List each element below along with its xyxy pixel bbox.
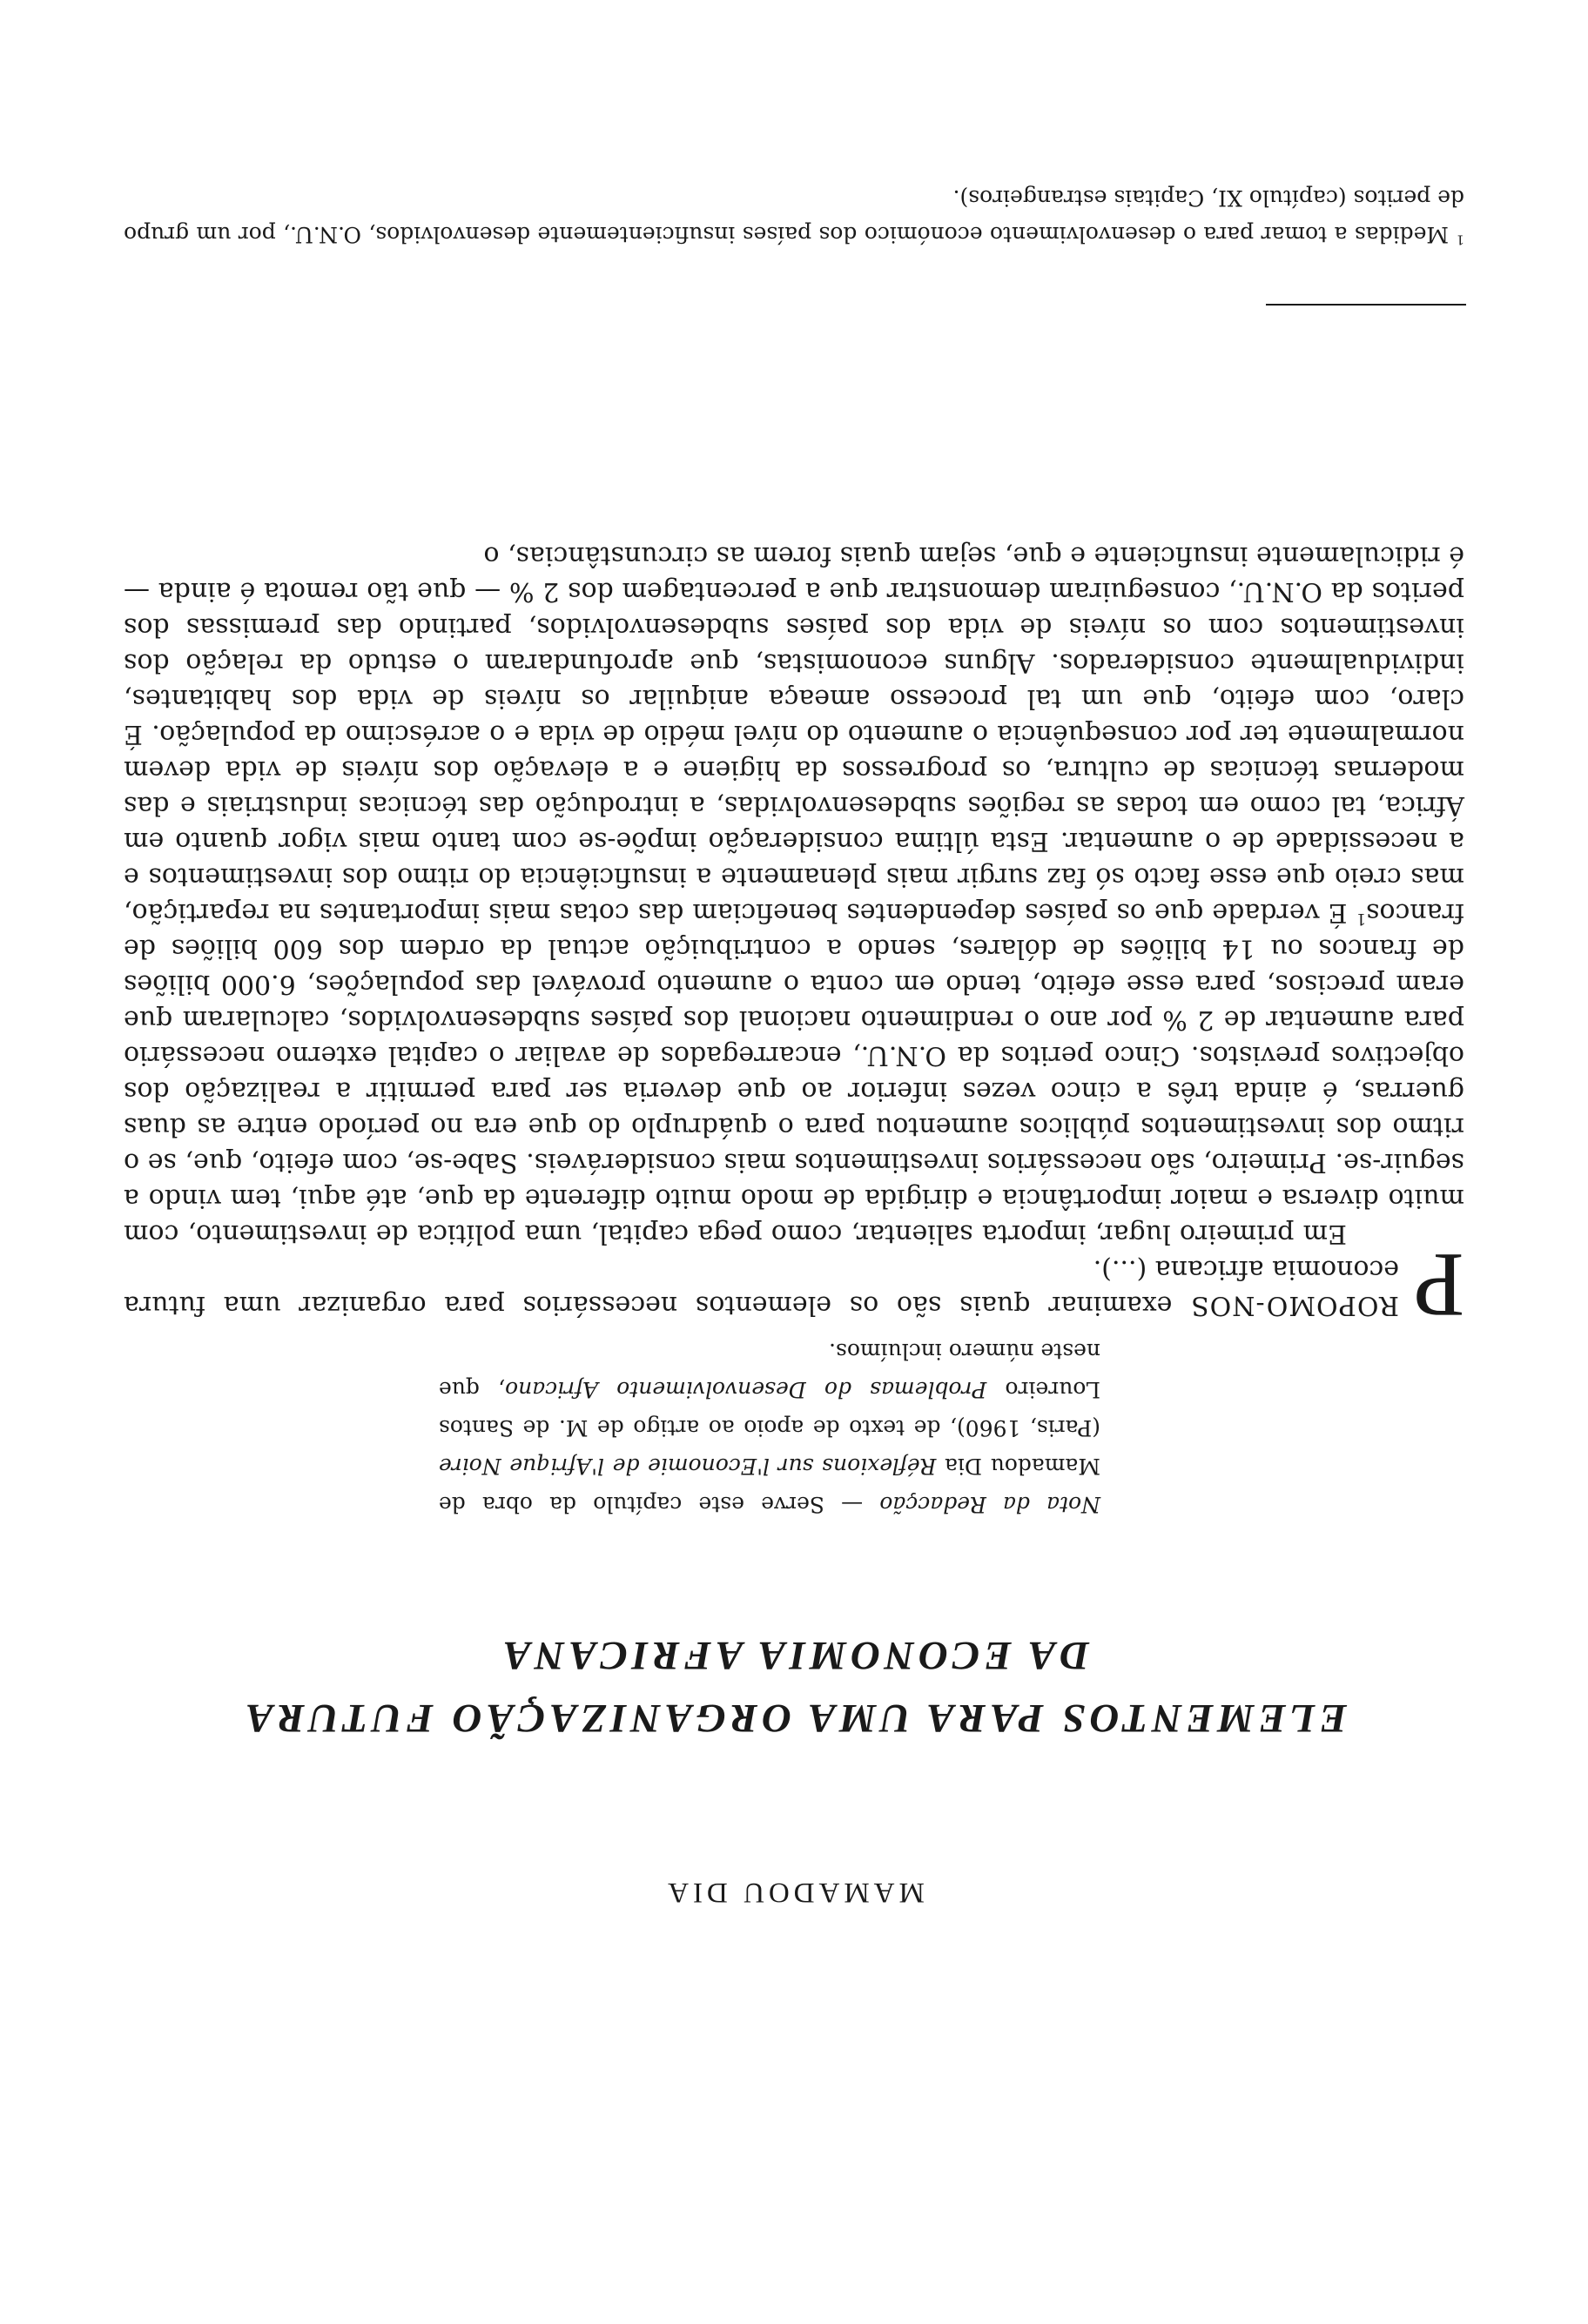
body-paragraph (124, 538, 1464, 1252)
footnote-text: Medidas a tomar para o desenvolvimento económico dos países insuficientemente desenvolvidos, O.N.U., por um grupo de peritos (capítulo XI, Capitais estrangeiros). (124, 185, 1464, 247)
editor-note (439, 1332, 1100, 1523)
drop-cap: P (1413, 1234, 1464, 1336)
article-body (124, 538, 1464, 1336)
author-name: MAMADOU DIA (663, 1877, 925, 1908)
opening-text: examinar quais são os elementos necessários para organizar uma futura economia africana (...). (124, 1254, 1400, 1320)
footnote (124, 179, 1464, 252)
article-title-line-2: DA ECONOMIA AFRICANA (498, 1633, 1090, 1678)
body-paragraph-continuation: É verdade que os países dependentes beneficiam das cotas mais importantes na repartição, mas creio que esse facto só faz surgir mais plenamente a insuficiência do ritmo dos investimentos e a necessidade de o aumentar. Esta última consideração impõe-se com tanto mais vigor quanto em África, tal como em todas as regiões subdesenvolvidas, a introdução das técnicas industriais e das modernas técnicas de cultura, os progressos da higiene e a elevação dos níveis de vida devem normalmente ter por consequência o aumento do nível médio de vida e o acréscimo da população. É claro, com efeito, que um tal processo ameaça aniquilar os níveis de vida dos habitantes, individualmente considerados. Alguns economistas, que aprofundaram o estudo da relação dos investimentos com os níveis de vida dos países subdesenvolvidos, partindo das premissas dos peritos da O.N.U., conseguiram demonstrar que a percentagem dos 2 % — que tão remota é ainda — é ridiculamente insuficiente e que, sejam quais forem as circunstâncias, o (124, 541, 1464, 928)
article-title-line-1: ELEMENTOS PARA UMA ORGANIZAÇÃO FUTURA (241, 1696, 1347, 1741)
editor-note-book-title: Réflexions sur l'Economie de l'Afrique Noire (439, 1454, 937, 1479)
footnote-text-block (124, 179, 1464, 252)
editor-note-lead: Nota da Redacção (879, 1492, 1100, 1517)
opening-paragraph (124, 1234, 1464, 1336)
footnote-divider (1266, 304, 1466, 306)
opening-caps: ROPOMO-NOS (1190, 1290, 1400, 1320)
footnote-reference: 1 (1356, 910, 1367, 928)
footnote-marker: 1 (1456, 232, 1464, 248)
editor-note-article-title: Problemas do Desenvolvimento Africano (505, 1377, 987, 1402)
editor-note-text-2: (Paris, 1960), de texto de apoio ao artigo de M. de Santos Loureiro (439, 1377, 1100, 1441)
article-title (0, 1624, 1588, 1750)
editor-note-text-3: , que neste número incluímos. (439, 1339, 1100, 1402)
body-paragraph-text: Em primeiro lugar, importa salientar, como pega capital, uma política de investimento, com muito diversa e maior importância e dirigida de modo muito diferente da que, até aqui, tem vindo a seguir-se. Primeiro, são necessários investimentos mais consideráveis. Sabe-se, com efeito, que, se o ritmo dos investimentos públicos aumentou para o quádruplo do que era no período entre as duas guerras, é ainda três a cinco vezes inferior ao que deveria ser para permitir a realização dos objectivos previstos. Cinco peritos da O.N.U., encarregados de avaliar o capital externo necessário para aumentar de 2 % por ano o rendimento nacional dos países subdesenvolvidos, calcularam que eram precisos, para esse efeito, tendo em conta o aumento provável das populações, 6.000 biliões de francos ou 14 biliões de dólares, sendo a contribuição actual da ordem dos 600 biliões de francos (124, 897, 1464, 1249)
editor-note-text-1: — Serve este capítulo da obra de Mamadou Dia (439, 1454, 1100, 1517)
